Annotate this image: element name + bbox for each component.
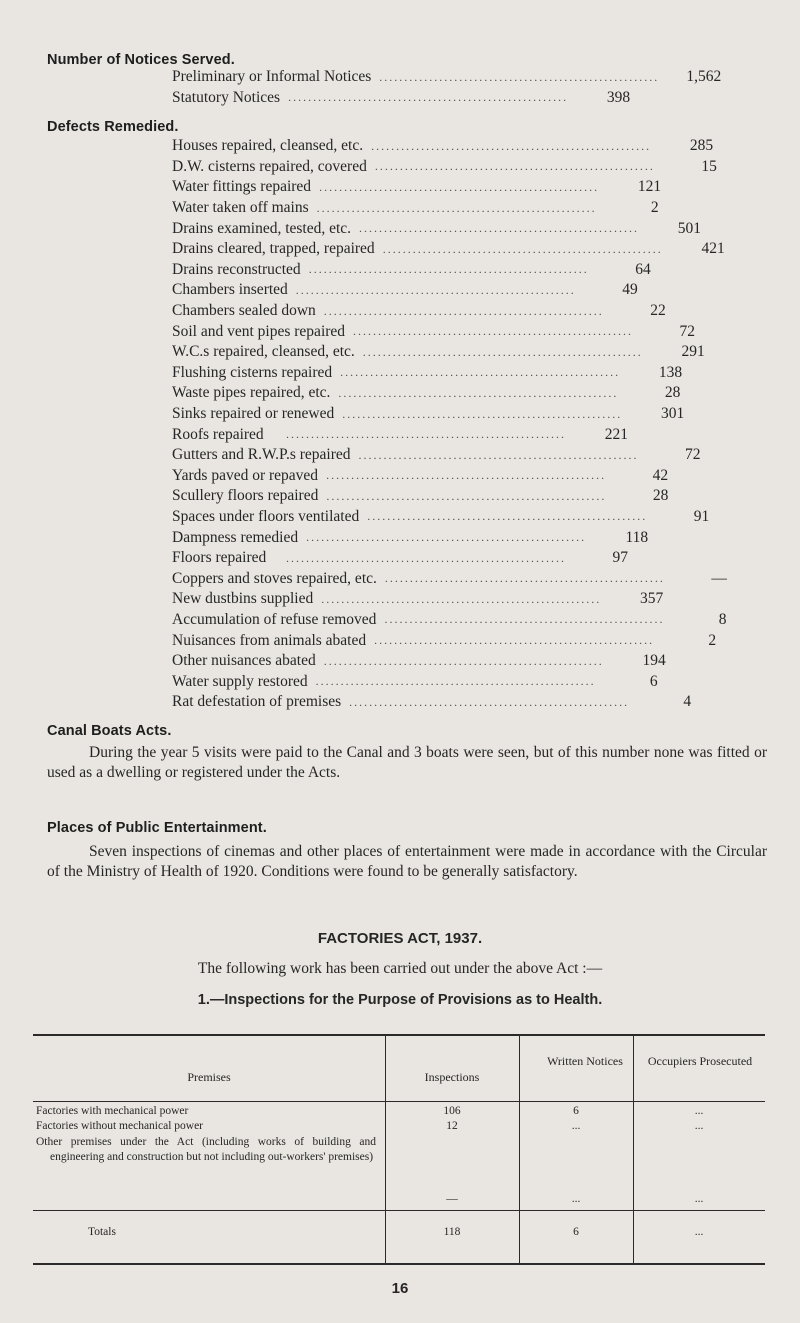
list-item: [172, 589, 664, 610]
dot-leader: ........................................................: [306, 530, 587, 545]
list-item: [172, 88, 631, 109]
factories-intro: The following work has been carried out under the above Act :—: [197, 960, 603, 977]
dot-leader: ........................................................: [286, 550, 566, 565]
dot-leader: ........................................................: [367, 509, 648, 524]
list-item: [172, 363, 683, 384]
item-value: 42: [652, 466, 669, 484]
item-value: 121: [637, 178, 662, 196]
dot-leader: ........................................................: [340, 365, 621, 380]
item-value: 28: [652, 487, 669, 505]
item-label: Water supply restored: [172, 672, 308, 690]
item-label: Dampness remedied: [172, 528, 299, 546]
list-item: [172, 466, 669, 487]
item-value: 221: [604, 425, 628, 443]
entertainment-paragraph: Seven inspections of cinemas and other places of entertainment were made in accordance with the Circular of the Ministry of Health of 1920. Conditions were found to be generally satisfactory.: [47, 843, 767, 880]
item-label: Nuisances from animals abated: [172, 631, 367, 649]
item-value: 138: [658, 363, 683, 381]
table-totals-rule: [33, 1210, 765, 1211]
col-header-notices: Written Notices: [547, 1054, 623, 1068]
list-item: [172, 342, 705, 363]
item-label: Sinks repaired or renewed: [172, 405, 335, 423]
defects-heading: Defects Remedied.: [47, 119, 179, 135]
dot-leader: ........................................................: [321, 591, 602, 606]
entertainment-heading: Places of Public Entertainment.: [47, 820, 267, 836]
table-top-rule: [33, 1034, 765, 1036]
dot-leader: ........................................................: [374, 633, 655, 648]
dot-leader: ........................................................: [359, 221, 640, 236]
item-label: Other nuisances abated: [172, 652, 316, 670]
list-item: [172, 383, 681, 404]
item-label: Roofs repaired: [172, 425, 264, 443]
item-value: 194: [642, 652, 666, 670]
dot-leader: ........................................................: [358, 447, 639, 462]
item-label: D.W. cisterns repaired, covered: [172, 157, 367, 175]
item-value: 72: [679, 322, 696, 340]
item-value: 8: [718, 610, 727, 628]
notices-heading: Number of Notices Served.: [47, 52, 235, 68]
item-value: 2: [650, 199, 659, 217]
list-item: [172, 651, 666, 672]
dot-leader: ........................................................: [323, 303, 604, 318]
table-row-notices: 6: [573, 1105, 579, 1117]
factories-subtitle: 1.—Inspections for the Purpose of Provisions as to Health.: [197, 992, 603, 1008]
dot-leader: ........................................................: [319, 179, 600, 194]
item-value: 1,562: [686, 68, 722, 86]
item-label: Waste pipes repaired, etc.: [172, 384, 331, 402]
table-row-inspections: 106: [443, 1105, 461, 1117]
list-item: [172, 67, 722, 88]
table-header-rule: [33, 1101, 765, 1102]
item-label: Statutory Notices: [172, 88, 281, 106]
dot-leader: ........................................................: [323, 653, 604, 668]
item-value: 72: [685, 446, 701, 464]
defects-list: [172, 136, 727, 713]
item-label: Scullery floors repaired: [172, 487, 319, 505]
canal-heading: Canal Boats Acts.: [47, 723, 172, 739]
table-row-notices: ...: [571, 1120, 581, 1132]
list-item: [172, 507, 710, 528]
table-row-prosecuted: ...: [694, 1120, 704, 1132]
item-label: Drains reconstructed: [172, 260, 301, 278]
dot-leader: ........................................................: [286, 427, 566, 442]
item-value: 91: [693, 507, 710, 525]
item-label: W.C.s repaired, cleansed, etc.: [172, 343, 355, 361]
list-item: [172, 404, 685, 425]
table-row-prosecuted: ...: [694, 1105, 704, 1117]
table-row-premises: Factories without mechanical power: [36, 1120, 204, 1132]
col-header-premises: Premises: [187, 1070, 231, 1084]
item-label: Water fittings repaired: [172, 178, 312, 196]
list-item: [172, 260, 651, 281]
list-item: [172, 445, 701, 466]
item-value: 501: [677, 219, 702, 237]
dot-leader: ........................................................: [308, 262, 589, 277]
item-value: 285: [689, 137, 714, 155]
item-value: 301: [661, 405, 685, 423]
item-label: Chambers sealed down: [172, 302, 316, 320]
list-item: [172, 177, 662, 198]
list-item: [172, 527, 649, 548]
list-item: [172, 568, 727, 589]
item-label: Spaces under floors ventilated: [172, 507, 360, 525]
table-bottom-rule: [33, 1263, 765, 1265]
dot-leader: ........................................................: [379, 69, 660, 84]
item-value: —: [711, 569, 727, 587]
notices-list: [172, 67, 722, 108]
item-value: 6: [649, 672, 658, 690]
dot-leader: ........................................................: [362, 344, 643, 359]
list-item: [172, 548, 628, 569]
item-label: Drains examined, tested, etc.: [172, 219, 352, 237]
list-item: [172, 280, 638, 301]
list-item: [172, 424, 628, 445]
list-item: [172, 198, 659, 219]
item-value: 28: [664, 384, 681, 402]
list-item: [172, 630, 717, 651]
list-item: [172, 136, 714, 157]
item-value: 22: [650, 302, 666, 320]
item-value: 291: [681, 343, 705, 361]
col-header-inspections: Inspections: [424, 1070, 480, 1084]
dot-leader: ........................................................: [371, 138, 652, 153]
dot-leader: ........................................................: [384, 612, 665, 627]
item-value: 4: [683, 693, 692, 711]
item-value: 15: [701, 157, 717, 175]
item-label: Preliminary or Informal Notices: [172, 68, 372, 86]
dot-leader: ........................................................: [316, 200, 597, 215]
list-item: [172, 321, 696, 342]
list-item: [172, 486, 669, 507]
item-value: 357: [639, 590, 664, 608]
dot-leader: ........................................................: [353, 324, 634, 339]
totals-notices: 6: [573, 1226, 579, 1238]
item-value: 398: [606, 88, 631, 106]
factories-title: FACTORIES ACT, 1937.: [317, 930, 483, 947]
item-label: Water taken off mains: [172, 199, 309, 217]
totals-prosecuted: ...: [694, 1226, 704, 1238]
canal-paragraph: During the year 5 visits were paid to the Canal and 3 boats were seen, but of this number none was fitted or used as a dwelling or registered under the Acts.: [47, 744, 767, 781]
item-value: 97: [612, 549, 628, 567]
dot-leader: ........................................................: [382, 241, 663, 256]
dot-leader: ........................................................: [374, 159, 655, 174]
item-label: Houses repaired, cleansed, etc.: [172, 137, 364, 155]
col-header-prosecuted: Occupiers Prosecuted: [647, 1054, 753, 1068]
list-item: [172, 157, 717, 178]
table-row-notices: ...: [571, 1193, 581, 1205]
totals-label: Totals: [88, 1226, 116, 1238]
table-row-inspections: 12: [446, 1120, 458, 1132]
totals-inspections: 118: [443, 1226, 461, 1238]
dot-leader: ........................................................: [349, 694, 630, 709]
item-value: 64: [635, 260, 651, 278]
dot-leader: ........................................................: [288, 90, 569, 105]
list-item: [172, 692, 692, 713]
list-item: [172, 239, 725, 260]
item-value: 421: [701, 240, 725, 258]
item-label: Coppers and stoves repaired, etc.: [172, 569, 377, 587]
item-label: Floors repaired: [172, 549, 267, 567]
dot-leader: ........................................................: [342, 406, 623, 421]
item-label: Accumulation of refuse removed: [172, 610, 377, 628]
item-value: 2: [708, 631, 717, 649]
list-item: [172, 301, 666, 322]
table-row-premises: Other premises under the Act (including works of building and engineering and construction but not including out-workers' premises): [36, 1136, 376, 1163]
dot-leader: ........................................................: [326, 468, 607, 483]
item-label: Gutters and R.W.P.s repaired: [172, 446, 351, 464]
item-label: Rat defestation of premises: [172, 693, 342, 711]
list-item: [172, 671, 658, 692]
list-item: [172, 218, 702, 239]
dot-leader: ........................................................: [384, 571, 665, 586]
item-label: Flushing cisterns repaired: [172, 363, 333, 381]
item-label: New dustbins supplied: [172, 590, 314, 608]
item-label: Chambers inserted: [172, 281, 288, 299]
table-row-premises: Factories with mechanical power: [36, 1105, 189, 1117]
dot-leader: ........................................................: [338, 385, 619, 400]
dot-leader: ........................................................: [315, 674, 596, 689]
table-row-prosecuted: ...: [694, 1193, 704, 1205]
dot-leader: ........................................................: [326, 488, 607, 503]
item-label: Yards paved or repaved: [172, 466, 319, 484]
dot-leader: ........................................................: [295, 282, 576, 297]
item-label: Soil and vent pipes repaired: [172, 322, 346, 340]
table-row-inspections: —: [446, 1193, 458, 1205]
item-label: Drains cleared, trapped, repaired: [172, 240, 375, 258]
list-item: [172, 610, 727, 631]
item-value: 118: [625, 528, 649, 546]
item-value: 49: [622, 281, 638, 299]
page-number: 16: [391, 1280, 409, 1297]
